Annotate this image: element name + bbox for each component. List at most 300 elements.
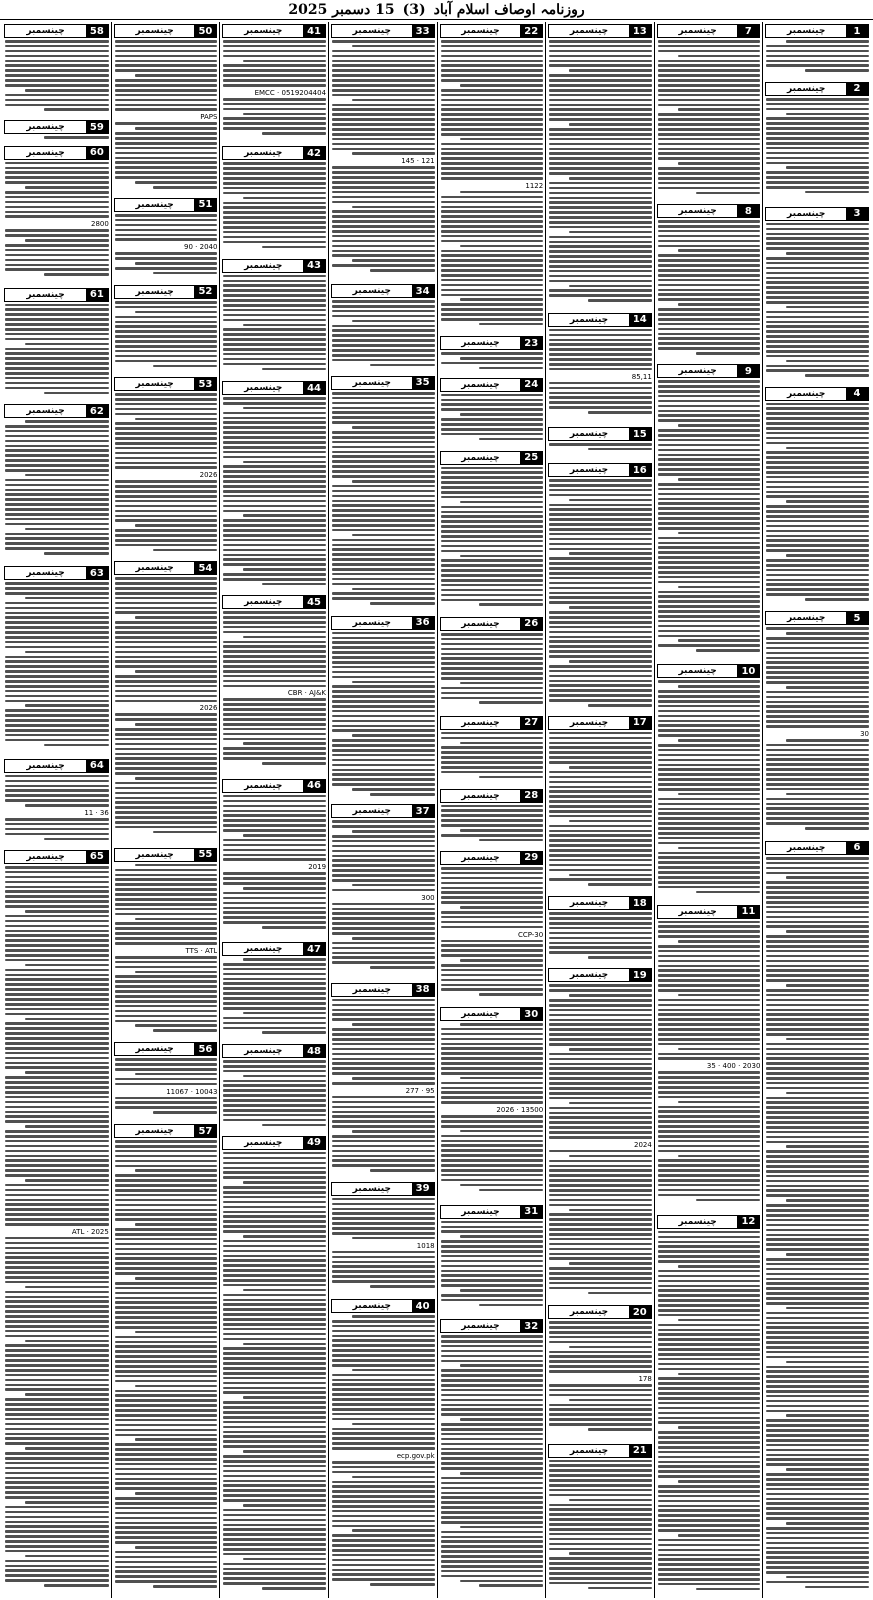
text-line [5,724,109,727]
text-line [135,918,218,921]
text-line [223,231,326,234]
text-line [766,301,869,304]
text-line [332,1379,435,1382]
text-line [332,74,435,77]
text-line [678,1480,761,1483]
text-line [115,519,218,522]
text-line [223,534,326,537]
text-line [658,1563,761,1566]
text-line [766,1082,869,1085]
text-line [549,1218,652,1221]
text-line [441,579,544,582]
text-line [766,637,869,640]
text-line [223,519,326,522]
text-line [569,499,652,502]
text-line [115,1478,218,1481]
text-line [549,1019,652,1022]
text-line [25,1340,109,1343]
text-line [658,1280,761,1283]
text-line [5,1042,109,1045]
notice-body [114,864,218,1034]
text-line [135,524,218,527]
text-line [332,952,435,955]
text-line [441,240,544,243]
text-line [332,1004,435,1007]
text-line [658,1250,761,1253]
text-line [5,1135,109,1138]
text-line [766,515,869,518]
text-line [332,40,435,43]
text-line [223,987,326,990]
text-line [658,1363,761,1366]
text-line [658,1451,761,1454]
text-line [332,1428,435,1431]
text-line [678,685,761,688]
text-line [115,888,218,891]
text-line [658,463,761,466]
text-line [223,1114,326,1117]
text-line [135,1024,218,1027]
text-line [549,1253,652,1256]
text-line [223,968,326,971]
text-line [115,1468,218,1471]
text-line [223,1440,326,1443]
text-line [658,1329,761,1332]
text-line [115,1394,218,1397]
text-line [549,255,652,258]
text-line [115,1561,218,1564]
text-line [786,1522,869,1525]
text-line [658,1348,761,1351]
text-line [223,451,326,454]
notice-header [657,664,761,678]
text-line [5,656,109,659]
text-line [115,500,218,503]
text-line [460,959,543,962]
text-line [658,595,761,598]
text-line [441,1369,544,1372]
notice-number: 2 [846,83,868,95]
text-line [441,984,544,987]
text-line [352,788,435,791]
text-line [766,1263,869,1266]
text-line [5,338,109,341]
text-line [479,603,543,606]
text-line [223,1318,326,1321]
text-line [5,1208,109,1211]
text-line [441,834,544,837]
text-line [223,412,326,415]
text-line [658,143,761,146]
text-line [549,523,652,526]
text-line [696,352,760,355]
text-line [332,305,435,308]
text-line [223,757,326,760]
text-line [479,839,543,842]
text-line [352,1369,435,1372]
text-line [115,1448,218,1451]
text-line [243,1558,326,1561]
text-line [441,284,544,287]
text-line [658,1461,761,1464]
notice-body [331,632,435,798]
text-line [441,1062,544,1065]
masthead [0,0,873,20]
text-line [223,1426,326,1429]
text-line [223,544,326,547]
notice-label: چینسمبر [244,148,283,159]
text-line [766,935,869,938]
text-line [549,611,652,614]
text-line [658,245,761,248]
text-line [441,1496,544,1499]
text-line [332,1466,435,1469]
text-line [5,367,109,370]
text-line [223,1250,326,1253]
text-line [5,626,109,629]
text-line [441,471,544,474]
notice-label: چینسمبر [787,208,826,219]
text-line [549,1248,652,1251]
text-line [370,269,434,272]
text-line [549,518,652,521]
text-line [115,922,218,925]
notice-header [114,1042,218,1056]
notice-item [2,118,111,143]
text-line [766,262,869,265]
text-line [678,1319,761,1322]
text-line [5,1189,109,1192]
text-line [5,74,109,77]
notice-item [329,981,437,1180]
text-line [658,104,761,107]
text-line [658,1397,761,1400]
text-line [549,1112,652,1115]
text-line [441,805,544,808]
text-line [223,713,326,716]
text-line [115,1106,218,1109]
text-line [549,1116,652,1119]
text-line [658,454,761,457]
text-line [223,680,326,683]
notice-number: 62 [86,405,108,417]
text-line [549,363,652,366]
text-line [766,1258,869,1261]
text-line [766,696,869,699]
text-line [332,835,435,838]
text-line [5,1199,109,1202]
text-line [441,1299,544,1302]
text-line [5,1506,109,1509]
notice-label: چینسمبر [569,970,609,981]
text-line [658,720,761,723]
notice-item [438,376,546,449]
text-line [766,1317,869,1320]
text-line [678,586,761,589]
notice-body [440,732,544,781]
text-line [766,549,869,552]
text-line [658,1086,761,1089]
text-line [441,264,544,267]
text-line [5,1344,109,1347]
text-line [766,666,869,669]
text-line [766,286,869,289]
text-line [441,196,544,199]
text-line [223,747,326,750]
text-line [766,1493,869,1496]
text-line [115,577,218,580]
text-line [5,1384,109,1387]
notice-item [220,1042,328,1134]
text-line [549,1533,652,1536]
text-line [441,916,544,919]
text-line [658,1431,761,1434]
text-line [115,301,218,304]
text-line [115,1020,218,1023]
text-line [332,889,435,892]
notice-item [2,757,111,848]
text-line [332,942,435,945]
notice-header [222,1044,326,1058]
text-line [5,1169,109,1172]
text-line [223,1323,326,1326]
text-line [25,1179,109,1182]
text-line [549,776,652,779]
notice-figure: 2024 [633,1140,652,1149]
text-line [223,529,326,532]
text-line [549,761,652,764]
text-line [441,1091,544,1094]
notice-label: چینسمبر [135,563,174,574]
text-line [766,627,869,630]
text-line [441,643,544,646]
text-line [766,1150,869,1153]
text-line [441,1438,544,1441]
text-line [441,50,544,53]
text-line [658,1285,761,1288]
text-line [332,1408,435,1411]
text-line [115,932,218,935]
text-line [25,1018,109,1021]
text-line [332,334,435,337]
text-line [223,1509,326,1512]
text-line [223,1416,326,1419]
text-line [115,772,218,775]
text-line [332,235,435,238]
notice-header [548,313,652,327]
text-line [223,1255,326,1258]
notice-header [440,1007,544,1021]
text-line [658,1573,761,1576]
text-line [332,171,435,174]
text-line [658,960,761,963]
text-line [5,249,109,252]
notice-header [4,404,109,418]
text-line [223,1455,326,1458]
text-line [5,780,109,783]
text-line [223,1176,326,1179]
notice-item [220,22,328,144]
text-line [223,1264,326,1267]
text-line [549,387,652,390]
text-line [766,1048,869,1051]
text-line [332,220,435,223]
text-line [549,265,652,268]
text-line [766,350,869,353]
text-line [766,1400,869,1403]
text-line [115,422,218,425]
text-line [766,1185,869,1188]
text-line [766,1444,869,1447]
notice-header [440,789,544,803]
text-line [441,352,544,355]
text-line [332,1111,435,1114]
text-line [658,1096,761,1099]
text-line [5,876,109,879]
text-line [223,670,326,673]
text-line [115,1248,218,1251]
notice-item [655,1213,763,1598]
text-line [44,136,109,139]
notice-number: 48 [303,1045,325,1057]
text-line [5,104,109,107]
text-line [441,525,544,528]
text-line [153,1585,217,1588]
text-line [5,1403,109,1406]
text-line [5,542,109,545]
text-line [549,206,652,209]
text-line [549,50,652,53]
text-line [332,128,435,131]
notice-body [4,775,109,843]
text-line [658,925,761,928]
text-line [766,407,869,410]
text-line [766,657,869,660]
text-line [441,667,544,670]
text-line [766,1209,869,1212]
notice-body [331,40,435,274]
text-line [115,1497,218,1500]
text-line [223,1211,326,1214]
text-line [766,1268,869,1271]
text-line [658,1519,761,1522]
text-line [658,989,761,992]
text-line [332,485,435,488]
text-line [115,345,218,348]
notice-header [114,848,218,862]
text-line [658,1140,761,1143]
text-line [5,382,109,385]
text-line [766,1155,869,1158]
notice-body [548,479,652,709]
text-line [332,592,435,595]
text-line [658,945,761,948]
text-line [223,294,326,297]
text-line [441,152,544,155]
text-line [332,300,435,303]
text-line [441,1230,544,1233]
text-line [332,1038,435,1041]
text-line [766,530,869,533]
text-line [115,1360,218,1363]
text-line [223,645,326,648]
text-line [115,1189,218,1192]
text-line [115,137,218,140]
text-line [332,695,435,698]
notice-number: 5 [846,612,868,624]
text-line [332,548,435,551]
text-line [658,837,761,840]
text-line [766,857,869,860]
text-line [115,1174,218,1177]
text-line [441,1511,544,1514]
notice-number: 45 [303,596,325,608]
text-line [441,638,544,641]
text-line [766,1326,869,1329]
text-line [441,687,544,690]
text-line [766,1292,869,1295]
notice-number: 18 [629,897,651,909]
text-line [549,270,652,273]
text-line [766,647,869,650]
text-line [766,1238,869,1241]
text-line [766,564,869,567]
text-line [658,60,761,63]
text-line [332,947,435,950]
text-line [658,600,761,603]
text-line [332,329,435,332]
text-line [223,708,326,711]
text-line [25,343,109,346]
text-line [658,337,761,340]
text-line [332,514,435,517]
text-line [332,1432,435,1435]
text-line [658,1441,761,1444]
text-line [441,1174,544,1177]
text-line [115,1145,218,1148]
text-line [766,1405,869,1408]
text-line [115,1218,218,1221]
text-line [658,822,761,825]
text-line [766,340,869,343]
text-line [549,192,652,195]
text-line [658,749,761,752]
text-line [352,1423,435,1426]
text-line [115,432,218,435]
text-line [658,1033,761,1036]
text-line [678,478,761,481]
text-line [5,954,109,957]
text-line [115,1473,218,1476]
notice-body [548,1460,652,1592]
text-line [25,474,109,477]
text-line [658,1174,761,1177]
text-line [5,1052,109,1055]
text-line [332,778,435,781]
text-line [115,1321,218,1324]
text-line [441,819,544,822]
text-line [658,118,761,121]
text-line [115,1482,218,1485]
text-line [370,966,434,969]
text-line [5,1379,109,1382]
notice-body [765,40,869,74]
text-line [5,1574,109,1577]
text-line [549,1469,652,1472]
text-line [549,1504,652,1507]
text-line [332,864,435,867]
text-line [658,832,761,835]
